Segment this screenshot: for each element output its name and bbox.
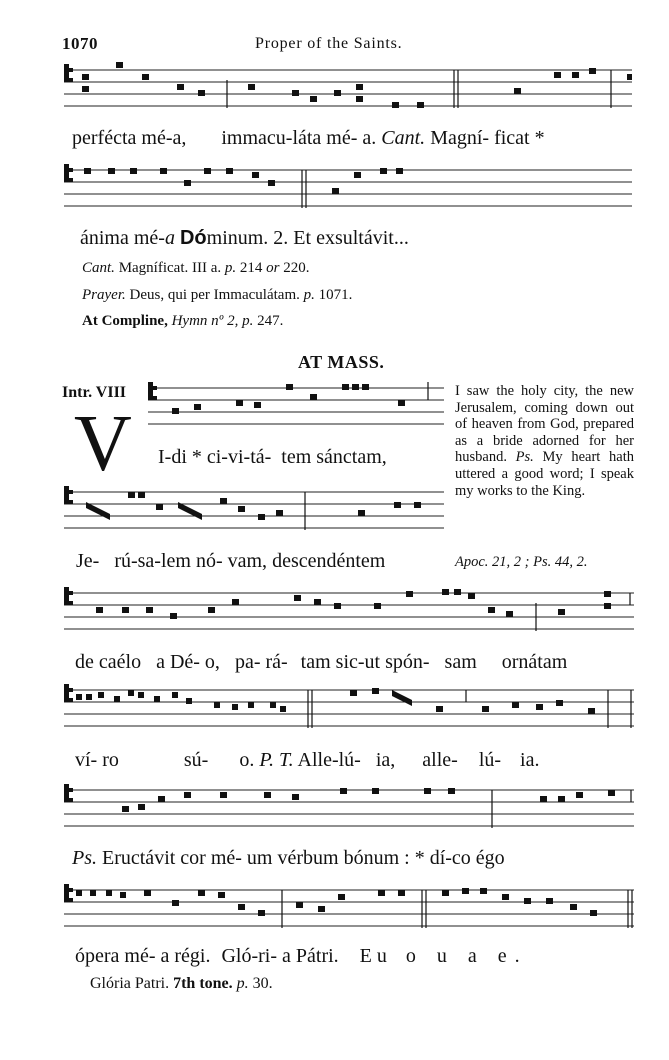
chant-staff	[62, 782, 636, 842]
chant-staff	[62, 682, 636, 742]
scripture-reference: Apoc. 21, 2 ; Ps. 44, 2.	[455, 554, 588, 570]
lyric-line: ópera mé- a régi. Gló-ri- a Pátri. E u o u a e.	[75, 945, 528, 967]
introit-label: Intr. VIII	[62, 384, 127, 401]
lyric-line: ví- ro sú- o. P. T. Alle-lú- ia, alle- lú- ia.	[75, 749, 540, 771]
lyric-line: I-di * ci-vi-tá- tem sánctam,	[158, 446, 387, 468]
prayer-rubric: Prayer. Deus, qui per Immaculátam. p. 1071.	[82, 287, 353, 303]
lyric-line: de caélo a Dé- o, pa- rá- tam sic-ut spón- sam ornátam	[75, 651, 568, 673]
initial-capital: V	[74, 400, 132, 488]
staff-8-notation	[62, 882, 636, 942]
gloria-rubric: Glória Patri. 7th tone. p. 30.	[90, 975, 273, 992]
staff-3-notation	[146, 380, 446, 440]
lyric-line: Ps. Eructávit cor mé- um vérbum bónum : * dí-co égo	[72, 847, 505, 869]
page-number: 1070	[62, 34, 98, 53]
chant-staff	[62, 162, 634, 222]
lyric-line: perfécta mé-a, immacu-láta mé- a. Cant. Magní- ficat *	[72, 127, 545, 149]
compline-rubric: At Compline, Hymn nº 2, p. 247.	[82, 313, 284, 329]
staff-4-notation	[62, 484, 446, 544]
staff-1-notation	[62, 62, 634, 122]
chant-staff	[62, 484, 446, 544]
cantic-rubric: Cant. Magníficat. III a. p. 214 or 220.	[82, 260, 310, 276]
chant-staff	[62, 585, 636, 645]
chant-staff	[62, 882, 636, 942]
running-head: Proper of the Saints.	[255, 35, 403, 52]
staff-6-notation	[62, 682, 636, 742]
staff-2-notation	[62, 162, 634, 222]
chant-staff	[62, 62, 634, 122]
section-heading: AT MASS.	[298, 352, 385, 372]
staff-5-notation	[62, 585, 636, 645]
lyric-line: ánima mé-a Dóminum. 2. Et exsultávit...	[80, 227, 409, 249]
lyric-line: Je- rú-sa-lem nó- vam, descendéntem	[76, 550, 386, 572]
chant-staff	[146, 380, 446, 440]
staff-7-notation	[62, 782, 636, 842]
translation-text: I saw the holy city, the new Jerusalem, coming down out of heaven from God, prepared as a bride adorned for her husband. Ps. My heart hath uttered a good word; I speak my works to the King.	[455, 383, 634, 499]
